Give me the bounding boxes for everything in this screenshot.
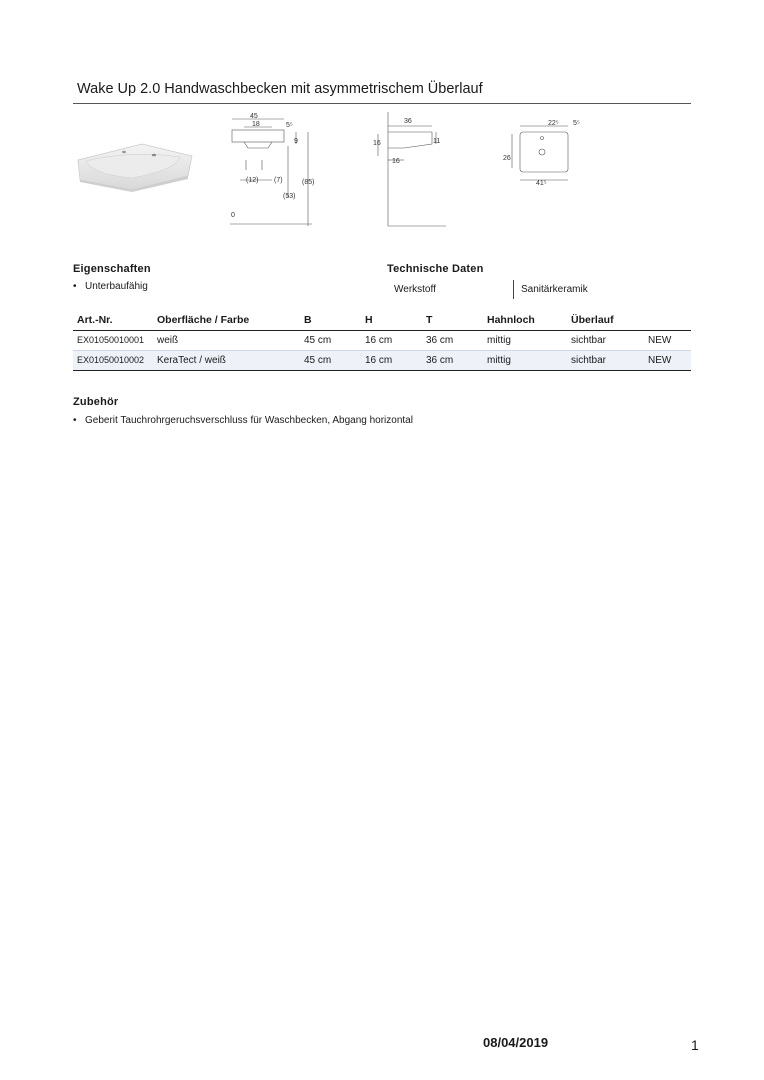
side-dimension-drawing [368,112,448,228]
technische-daten-heading: Technische Daten [387,263,484,275]
new-badge: NEW [648,331,691,351]
ueberlauf-value: sichtbar [571,331,648,351]
surface-color: weiß [157,331,304,351]
dim-base: 16 [392,158,400,165]
dim-b: 5⁵ [573,120,580,127]
zubehoer-heading: Zubehör [73,396,119,408]
depth-value: 36 cm [426,331,487,351]
zubehoer-item: • Geberit Tauchrohrgeruchsverschluss für Waschbecken, Abgang horizontal [73,415,413,426]
height-value: 16 cm [365,351,426,371]
col-t: T [426,312,487,331]
dim-d1: (12) [246,177,259,184]
washbasin-image [72,136,196,192]
dim-h-low: (53) [283,193,296,200]
ueberlauf-value: sichtbar [571,351,648,371]
surface-color: KeraTect / weiß [157,351,304,371]
dim-inner: 18 [252,121,260,128]
table-row [73,351,691,371]
front-dimension-drawing [226,110,326,230]
table-header-row [73,312,691,331]
bullet-icon: • [73,281,77,292]
width-value: 45 cm [304,331,365,351]
page-number: 1 [691,1037,699,1053]
height-value: 16 cm [365,331,426,351]
dim-d2: (7) [274,177,283,184]
bullet-icon: • [73,415,77,426]
page-title: Wake Up 2.0 Handwaschbecken mit asymmetrischem Überlauf [77,81,483,97]
hahnloch-value: mittig [487,331,571,351]
col-art-nr: Art.-Nr. [73,312,157,331]
article-table [73,312,691,371]
depth-value: 36 cm [426,351,487,371]
col-ueberlauf: Überlauf [571,312,648,331]
dim-right: 5⁵ [286,122,293,129]
dim-depth: 26 [503,155,511,162]
width-value: 45 cm [304,351,365,371]
eigenschaften-heading: Eigenschaften [73,263,151,275]
footer-date: 08/04/2019 [483,1035,549,1050]
werkstoff-value: Sanitärkeramik [521,284,588,295]
dim-width: 45 [250,113,258,120]
dim-h2: 11 [433,138,441,145]
table-row [73,331,691,351]
werkstoff-label: Werkstoff [394,284,436,295]
dim-t: 36 [404,118,412,125]
new-badge: NEW [648,351,691,371]
hahnloch-value: mittig [487,351,571,371]
top-dimension-drawing [500,116,590,190]
dim-width-top: 41⁵ [536,180,547,187]
article-number: EX01050010002 [77,355,145,365]
dim-a: 22⁵ [548,120,559,127]
dim-h: 16 [373,140,381,147]
dim-depth-small: 9 [294,138,298,145]
col-hahnloch: Hahnloch [487,312,571,331]
col-b: B [304,312,365,331]
dim-floor: 0 [231,212,235,219]
eigenschaften-item: • Unterbaufähig [73,281,148,292]
title-divider [73,103,691,104]
dim-h-total: (85) [302,179,315,186]
col-h: H [365,312,426,331]
col-status [648,312,691,331]
article-number: EX01050010001 [77,335,145,345]
tech-divider [513,280,514,299]
col-oberflaeche: Oberfläche / Farbe [157,312,304,331]
